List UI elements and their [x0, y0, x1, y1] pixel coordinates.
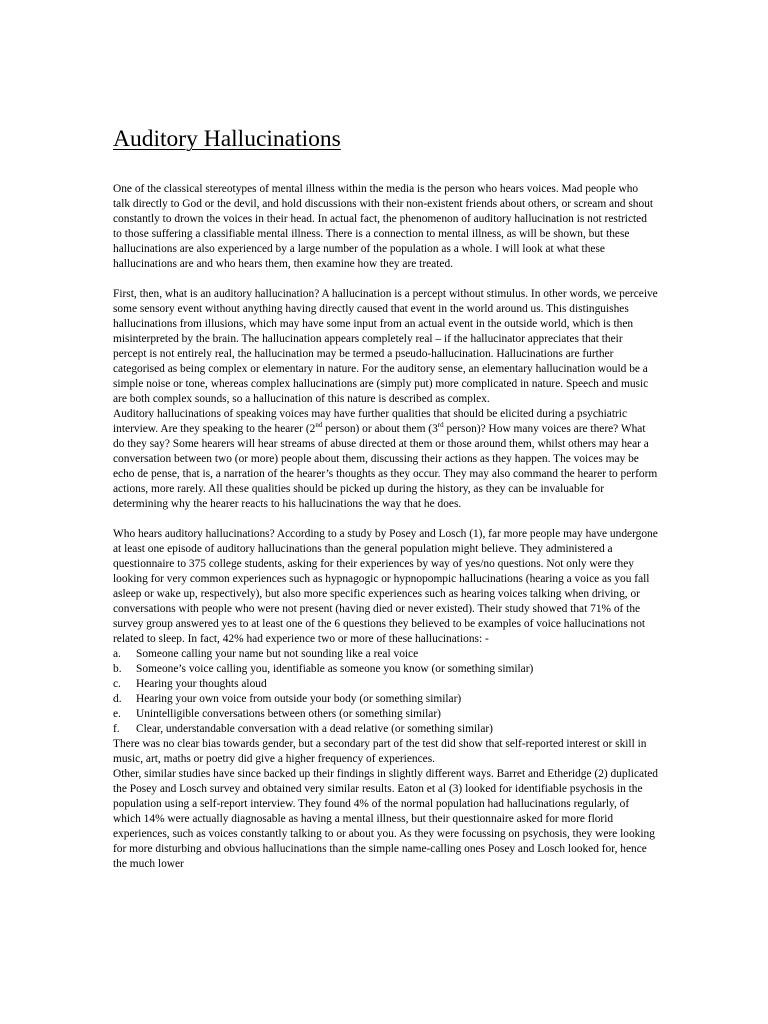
list-marker: c.: [113, 678, 121, 690]
list-item-text: Clear, understandable conversation with a dead relative (or something similar): [136, 723, 493, 735]
list-marker: f.: [113, 723, 120, 735]
list-item-text: Someone’s voice calling you, identifiable as someone you know (or something similar): [136, 663, 534, 675]
list-item-text: Hearing your thoughts aloud: [136, 678, 267, 690]
document-title: Auditory Hallucinations: [113, 126, 341, 152]
paragraph-gap: [113, 512, 658, 527]
list-item: [113, 692, 658, 707]
list-item: [113, 677, 658, 692]
paragraph-intro: One of the classical stereotypes of mental illness within the media is the person who hears voices. Mad people who talk directly to God or the devil, and hold discussions with their non-existent friends about others, or scream and shout constantly to drown the voices in their head. In actual fact, the phenomenon of auditory hallucination is not restricted to those suffering a classifiable mental illness. There is a connection to mental illness, as will be shown, but these hallucinations are also experienced by a large number of the population as a whole. I will look at what these hallucinations are and who hears them, then examine how they are treated.: [113, 183, 653, 270]
list-item: [113, 647, 658, 662]
list-item-text: Hearing your own voice from outside your body (or something similar): [136, 693, 462, 705]
hallucination-list: [113, 647, 658, 737]
paragraph-gap: [113, 272, 658, 287]
list-item: [113, 662, 658, 677]
superscript-rd: rd: [437, 421, 444, 430]
list-marker: e.: [113, 708, 121, 720]
paragraph-gender: There was no clear bias towards gender, but a secondary part of the test did show that self-reported interest or skill in music, art, maths or poetry did give a higher frequency of experiences.: [113, 738, 647, 765]
superscript-nd: nd: [315, 421, 323, 430]
paragraph-qualities: [113, 407, 658, 512]
paragraph-other-studies: Other, similar studies have since backed up their findings in slightly different ways. Barret and Etheridge (2) duplicated the Posey and Losch survey and obtained very similar results. Eaton et al (3) looked for identifiable psychosis in the population using a self-report interview. They found 4% of the normal population had hallucinations regularly, of which 14% were actually diagnosable as having a mental illness, but their questionnaire asked for more florid experiences, such as voices constantly talking to or about you. As they were focussing on psychosis, they were looking for more disturbing and obvious hallucinations than the simple name-calling ones Posey and Losch looked for, hence the much lower: [113, 768, 658, 870]
paragraph-who-hears: Who hears auditory hallucinations? According to a study by Posey and Losch (1), far more people may have undergone at least one episode of auditory hallucinations than the general population might believe. They administered a questionnaire to 375 college students, asking for their experiences by way of yes/no questions. Not only were they looking for very common experiences such as hypnagogic or hypnopompic hallucinations (hearing a voice as you fall asleep or wake up, respectively), but also more specific experiences such as hearing voices talking when driving, or conversations with people who were not present (having died or never existed). Their study showed that 71% of the survey group answered yes to at least one of the 6 questions they believed to be examples of voice hallucinations not related to sleep. In fact, 42% had experience two or more of these hallucinations: -: [113, 528, 658, 645]
qualities-text-c: person)? How many voices are there? What do they say? Some hearers will hear streams of abuse directed at them or those around them, whilst others may hear a conversation between two (or more) people about them, discussing their actions as they happen. The voices may be echo de pense, that is, a narration of the hearer’s thoughts as they occur. They may also command the hearer to perform actions, more rarely. All these qualities should be picked up during the history, as they can be invaluable for determining why the hearer reacts to his hallucinations the way that he does.: [113, 423, 658, 510]
list-marker: d.: [113, 693, 122, 705]
list-item-text: Someone calling your name but not sounding like a real voice: [136, 648, 419, 660]
list-item: [113, 707, 658, 722]
document-body: [113, 182, 658, 872]
list-item-text: Unintelligible conversations between others (or something similar): [136, 708, 441, 720]
list-marker: a.: [113, 648, 121, 660]
qualities-text-b: person) or about them (3: [322, 423, 438, 435]
paragraph-definition: First, then, what is an auditory hallucination? A hallucination is a percept without stimulus. In other words, we perceive some sensory event without anything having directly caused that event in the world around us. This distinguishes hallucinations from illusions, which may have some input from an actual event in the outside world, which is then misinterpreted by the brain. The hallucination appears completely real – if the hallucinator appreciates that their percept is not entirely real, the hallucination may be termed a pseudo-hallucination. Hallucinations are further categorised as being complex or elementary in nature. For the auditory sense, an elementary hallucination would be a simple noise or tone, whereas complex hallucinations are (simply put) more complicated in nature. Speech and music are both complex sounds, so a hallucination of this nature is described as complex.: [113, 288, 658, 405]
list-item: [113, 722, 658, 737]
list-marker: b.: [113, 663, 122, 675]
qualities-text-a: Auditory hallucinations of speaking voices may have further qualities that should be elicited during a psychiatric interview. Are they speaking to the hearer (2: [113, 408, 628, 435]
